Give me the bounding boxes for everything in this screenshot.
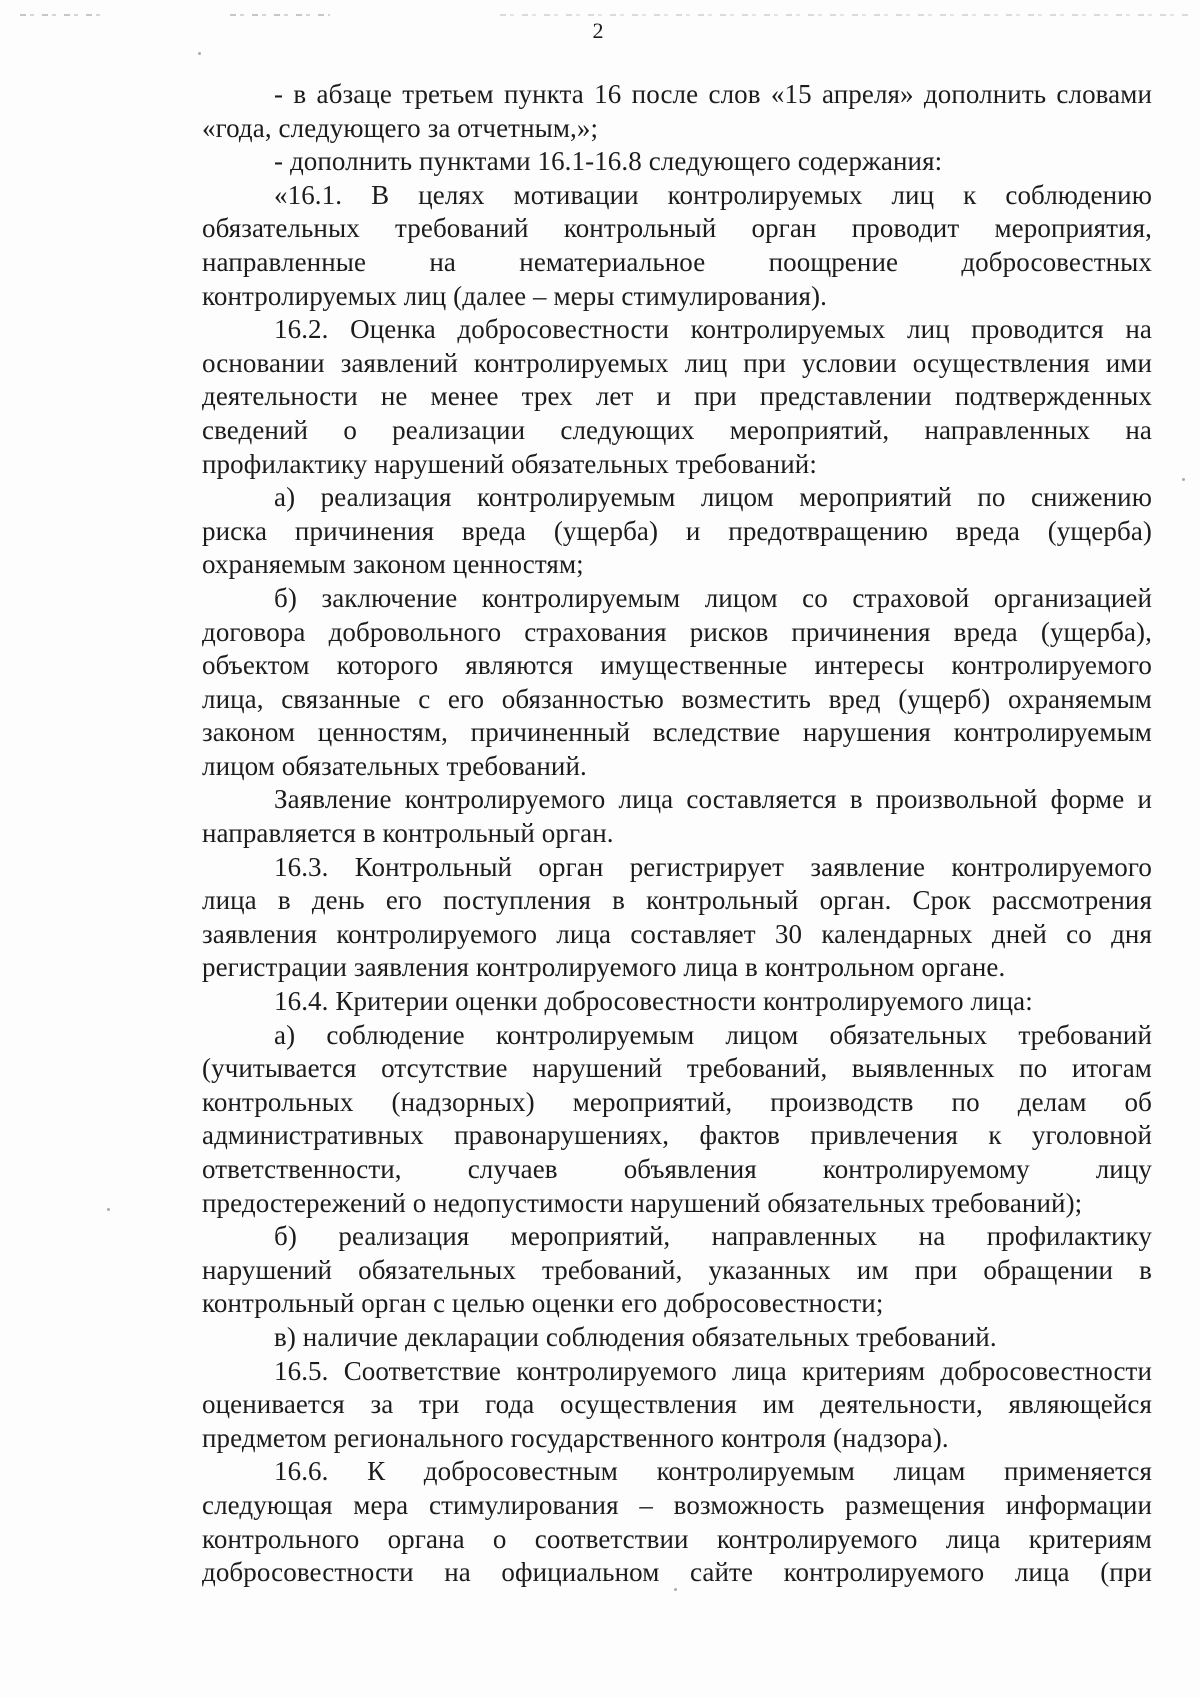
scan-edge-right <box>500 14 1190 16</box>
text-line: направляется в контрольный орган. <box>202 818 614 849</box>
text-line: заявления контролируемого лица составляет 30 календарных дней со дня <box>202 918 1152 949</box>
text-line: регистрации заявления контролируемого лица в контрольном органе. <box>202 952 1006 983</box>
text-line: б) реализация мероприятий, направленных на профилактику <box>274 1221 1152 1252</box>
text-line: нарушений обязательных требований, указанных им при обращении в <box>202 1254 1152 1285</box>
text-line: предметом регионального государственного контроля (надзора). <box>202 1422 949 1453</box>
text-line: деятельности не менее трех лет и при представлении подтвержденных <box>202 381 1152 412</box>
text-line: 16.4. Критерии оценки добросовестности контролируемого лица: <box>274 986 1033 1017</box>
text-line: следующая мера стимулирования – возможность размещения информации <box>202 1489 1152 1520</box>
text-line: риска причинения вреда (ущерба) и предотвращению вреда (ущерба) <box>202 515 1152 546</box>
text-line: «года, следующего за отчетным,»; <box>202 112 599 143</box>
text-line: (учитывается отсутствие нарушений требований, выявленных по итогам <box>202 1053 1152 1084</box>
page-number: 2 <box>592 18 604 43</box>
text-line: 16.6. К добросовестным контролируемым лицам применяется <box>274 1456 1152 1487</box>
text-line: направленные на нематериальное поощрение добросовестных <box>202 246 1152 277</box>
text-line: Заявление контролируемого лица составляется в произвольной форме и <box>274 784 1152 815</box>
text-line: оценивается за три года осуществления им деятельности, являющейся <box>202 1389 1152 1420</box>
text-line: 16.3. Контрольный орган регистрирует заявление контролируемого <box>274 851 1152 882</box>
scan-speck <box>674 1588 677 1591</box>
scan-speck <box>1182 478 1185 481</box>
text-line: в) наличие декларации соблюдения обязательных требований. <box>274 1321 997 1352</box>
text-line: «16.1. В целях мотивации контролируемых лиц к соблюдению <box>274 179 1152 210</box>
text-line: обязательных требований контрольный орган проводит мероприятия, <box>202 213 1152 244</box>
document-body <box>202 78 1152 1590</box>
text-line: а) соблюдение контролируемым лицом обязательных требований <box>274 1019 1152 1050</box>
text-line: предостережений о недопустимости нарушений обязательных требований); <box>202 1187 1083 1218</box>
scan-edge-center <box>230 14 330 16</box>
scan-speck <box>107 1208 110 1211</box>
text-line: лица в день его поступления в контрольный орган. Срок рассмотрения <box>202 885 1152 916</box>
text-line: 16.5. Соответствие контролируемого лица критериям добросовестности <box>274 1355 1152 1386</box>
text-line: 16.2. Оценка добросовестности контролируемых лиц проводится на <box>274 314 1152 345</box>
text-line: административных правонарушениях, фактов привлечения к уголовной <box>202 1120 1152 1151</box>
text-line: контрольный орган с целью оценки его добросовестности; <box>202 1288 884 1319</box>
text-line: - в абзаце третьем пункта 16 после слов «15 апреля» дополнить словами <box>274 79 1152 109</box>
scan-speck <box>198 52 201 55</box>
text-line: лица, связанные с его обязанностью возместить вред (ущерб) охраняемым <box>202 683 1152 714</box>
text-line: контрольных (надзорных) мероприятий, производств по делам об <box>202 1086 1152 1117</box>
text-line: добросовестности на официальном сайте контролируемого лица (при <box>202 1557 1152 1588</box>
text-line: объектом которого являются имущественные интересы контролируемого <box>202 650 1152 681</box>
text-line: сведений о реализации следующих мероприятий, направленных на <box>202 414 1152 445</box>
text-line: договора добровольного страхования рисков причинения вреда (ущерба), <box>202 616 1152 647</box>
text-line: а) реализация контролируемым лицом мероприятий по снижению <box>274 482 1152 513</box>
text-line: контролируемых лиц (далее – меры стимулирования). <box>202 280 828 311</box>
text-line: контрольного органа о соответствии контролируемого лица критериям <box>202 1523 1152 1554</box>
text-line: охраняемым законом ценностям; <box>202 549 584 580</box>
text-line: профилактику нарушений обязательных требований: <box>202 448 817 479</box>
text-line: основании заявлений контролируемых лиц при условии осуществления ими <box>202 347 1152 378</box>
text-line: ответственности, случаев объявления контролируемому лицу <box>202 1154 1152 1184</box>
text-line: лицом обязательных требований. <box>202 750 587 781</box>
scan-edge-left <box>20 14 100 16</box>
text-line: законом ценностям, причиненный вследствие нарушения контролируемым <box>202 717 1152 748</box>
text-line: - дополнить пунктами 16.1-16.8 следующего содержания: <box>274 146 943 177</box>
text-line: б) заключение контролируемым лицом со страховой организацией <box>274 582 1152 613</box>
